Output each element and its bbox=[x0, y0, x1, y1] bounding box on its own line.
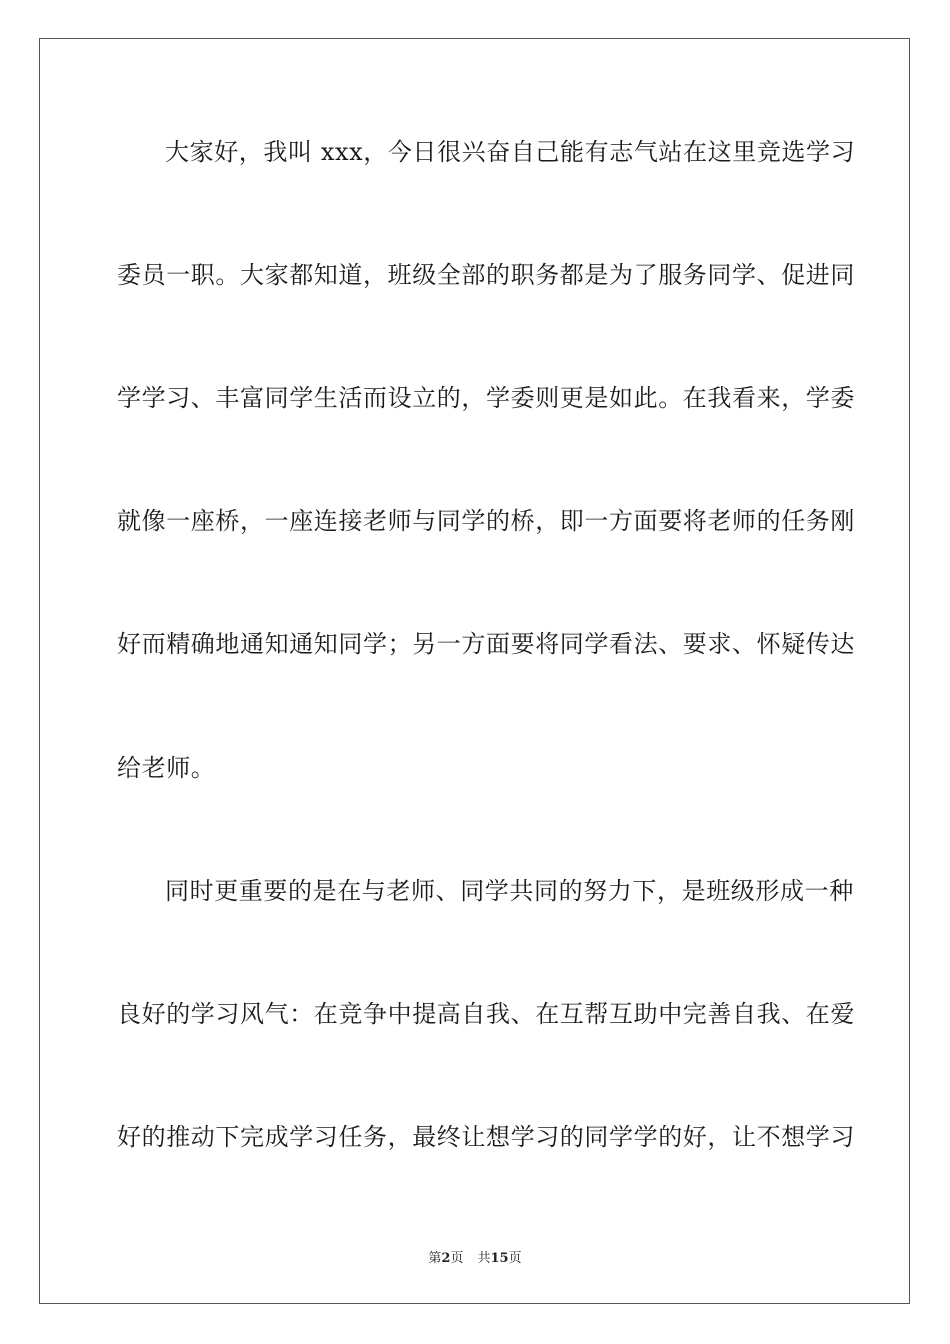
page-suffix: 页 bbox=[450, 1251, 464, 1266]
paragraph-1-line-5: 好而精确地通知通知同学；另一方面要将同学看法、要求、怀疑传达 bbox=[117, 630, 855, 658]
paragraph-1-line-2: 委员一职。大家都知道，班级全部的职务都是为了服务同学、促进同 bbox=[117, 261, 855, 289]
paragraph-1-line-6: 给老师。 bbox=[117, 754, 216, 782]
page-number-footer bbox=[0, 1247, 950, 1266]
current-page-number: 2 bbox=[441, 1251, 451, 1266]
paragraph-1-line-1: 大家好，我叫 xxx，今日很兴奋自己能有志气站在这里竞选学习 bbox=[165, 138, 856, 166]
paragraph-2-line-3: 好的推动下完成学习任务，最终让想学习的同学学的好，让不想学习 bbox=[117, 1123, 855, 1151]
paragraph-1-line-3: 学学习、丰富同学生活而设立的，学委则更是如此。在我看来，学委 bbox=[117, 384, 855, 412]
paragraph-2-line-1: 同时更重要的是在与老师、同学共同的努力下，是班级形成一种 bbox=[165, 877, 854, 905]
paragraph-1-line-4: 就像一座桥，一座连接老师与同学的桥，即一方面要将老师的任务刚 bbox=[117, 507, 855, 535]
total-suffix: 页 bbox=[508, 1251, 522, 1266]
page-border bbox=[39, 38, 910, 1304]
total-prefix: 共 bbox=[477, 1251, 491, 1266]
page-prefix: 第 bbox=[428, 1251, 442, 1266]
paragraph-2-line-2: 良好的学习风气：在竞争中提高自我、在互帮互助中完善自我、在爱 bbox=[117, 1000, 855, 1028]
total-page-count: 15 bbox=[490, 1251, 509, 1266]
